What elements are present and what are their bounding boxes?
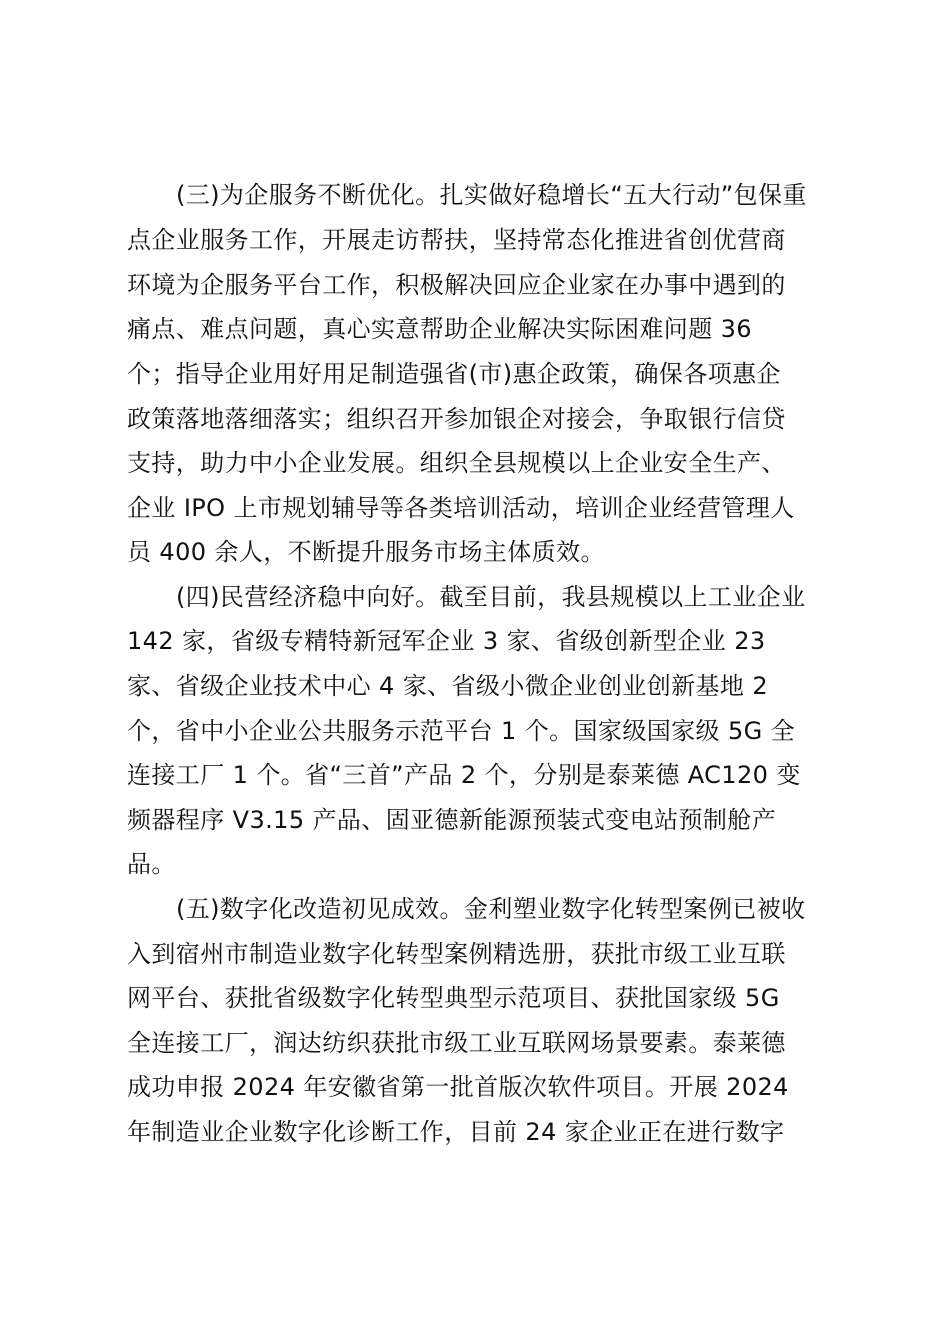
paragraph-4-line-2: 142 家，省级专精特新冠军企业 3 家、省级创新型企业 23 xyxy=(127,627,766,655)
paragraph-3-line-2: 点企业服务工作，开展走访帮扶，坚持常态化推进省创优营商 xyxy=(127,226,786,254)
paragraph-4-line-5: 连接工厂 1 个。省“三首”产品 2 个，分别是泰莱德 AC120 变 xyxy=(127,761,801,789)
paragraph-3-line-6: 政策落地落细落实；组织召开参加银企对接会，争取银行信贷 xyxy=(127,405,786,433)
paragraph-3-line-3: 环境为企服务平台工作，积极解决回应企业家在办事中遇到的 xyxy=(127,271,786,299)
paragraph-3-line-4: 痛点、难点问题，真心实意帮助企业解决实际困难问题 36 xyxy=(127,315,752,343)
paragraph-4-line-4: 个，省中小企业公共服务示范平台 1 个。国家级国家级 5G 全 xyxy=(127,717,796,745)
paragraph-5-line-4: 全连接工厂，润达纺织获批市级工业互联网场景要素。泰莱德 xyxy=(127,1029,786,1057)
paragraph-5-line-5: 成功申报 2024 年安徽省第一批首版次软件项目。开展 2024 xyxy=(127,1073,789,1101)
paragraph-4-line-6: 频器程序 V3.15 产品、固亚德新能源预装式变电站预制舱产 xyxy=(127,806,777,834)
paragraph-4-line-3: 家、省级企业技术中心 4 家、省级小微企业创业创新基地 2 xyxy=(127,672,769,700)
paragraph-3-line-5: 个；指导企业用好用足制造强省(市)惠企政策，确保各项惠企 xyxy=(127,360,781,388)
paragraph-3-line-9: 员 400 余人，不断提升服务市场主体质效。 xyxy=(127,538,605,566)
paragraph-3-line-1: (三)为企服务不断优化。扎实做好稳增长“五大行动”包保重 xyxy=(176,181,807,209)
paragraph-4-line-1: (四)民营经济稳中向好。截至目前，我县规模以上工业企业 xyxy=(176,583,806,611)
paragraph-5-line-1: (五)数字化改造初见成效。金利塑业数字化转型案例已被收 xyxy=(176,895,806,923)
paragraph-5-line-2: 入到宿州市制造业数字化转型案例精选册，获批市级工业互联 xyxy=(127,940,786,968)
paragraph-3-line-7: 支持，助力中小企业发展。组织全县规模以上企业安全生产、 xyxy=(127,449,786,477)
paragraph-5-line-6: 年制造业企业数字化诊断工作，目前 24 家企业正在进行数字 xyxy=(127,1118,785,1146)
paragraph-4-line-7: 品。 xyxy=(127,850,176,878)
paragraph-3-line-8: 企业 IPO 上市规划辅导等各类培训活动，培训企业经营管理人 xyxy=(127,494,795,522)
paragraph-5-line-3: 网平台、获批省级数字化转型典型示范项目、获批国家级 5G xyxy=(127,984,780,1012)
